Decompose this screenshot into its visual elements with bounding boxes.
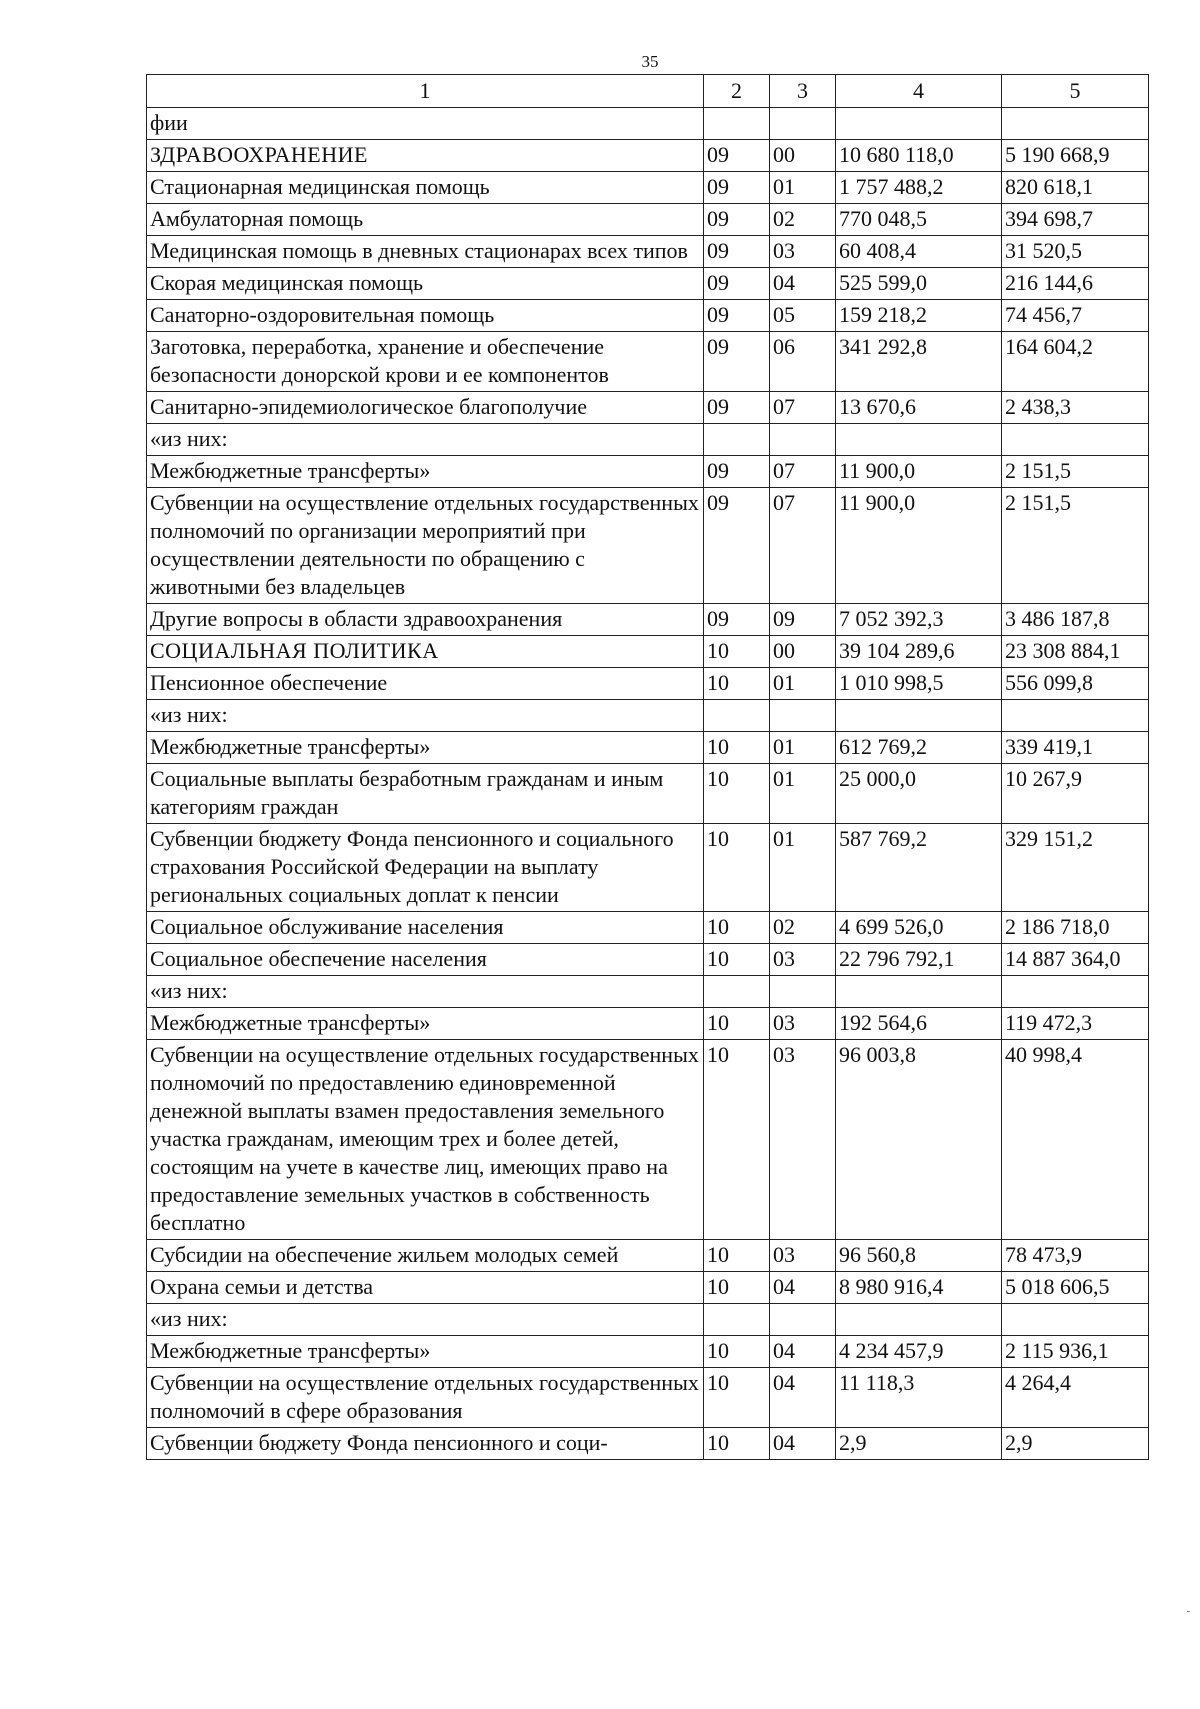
row-value-cell-2: 09 [704, 236, 770, 268]
row-label-cell: Социальное обеспечение населения [147, 944, 704, 976]
row-value-cell-5: 2 151,5 [1002, 488, 1149, 604]
table-row [147, 764, 1149, 824]
table-row [147, 268, 1149, 300]
row-value-cell-4: 11 900,0 [836, 488, 1002, 604]
row-value-cell-4: 8 980 916,4 [836, 1272, 1002, 1304]
row-label-cell: Субвенции на осуществление отдельных государственных полномочий в сфере образования [147, 1368, 704, 1428]
row-value-cell-5 [1002, 108, 1149, 140]
row-value-cell-3: 03 [770, 1240, 836, 1272]
row-value-cell-3: 00 [770, 636, 836, 668]
row-value-cell-5: 40 998,4 [1002, 1040, 1149, 1240]
row-value-cell-3: 00 [770, 140, 836, 172]
row-value-cell-3: 01 [770, 172, 836, 204]
table-row [147, 636, 1149, 668]
row-value-cell-4: 13 670,6 [836, 392, 1002, 424]
table-row [147, 332, 1149, 392]
table-row [147, 204, 1149, 236]
row-value-cell-3: 01 [770, 764, 836, 824]
row-label-cell: Скорая медицинская помощь [147, 268, 704, 300]
row-value-cell-2: 09 [704, 332, 770, 392]
table-row [147, 700, 1149, 732]
row-value-cell-4: 60 408,4 [836, 236, 1002, 268]
row-label-cell: Межбюджетные трансферты» [147, 1336, 704, 1368]
row-value-cell-5: 2,9 [1002, 1428, 1149, 1460]
row-value-cell-2: 10 [704, 1008, 770, 1040]
row-value-cell-4: 2,9 [836, 1428, 1002, 1460]
row-label-cell: СОЦИАЛЬНАЯ ПОЛИТИКА [147, 636, 704, 668]
row-value-cell-5: 4 264,4 [1002, 1368, 1149, 1428]
row-value-cell-3: 01 [770, 668, 836, 700]
table-row [147, 668, 1149, 700]
row-value-cell-2: 10 [704, 1428, 770, 1460]
table-row [147, 456, 1149, 488]
row-value-cell-5 [1002, 700, 1149, 732]
table-row [147, 1368, 1149, 1428]
row-label-cell: фии [147, 108, 704, 140]
row-value-cell-5: 394 698,7 [1002, 204, 1149, 236]
row-value-cell-4: 11 900,0 [836, 456, 1002, 488]
row-value-cell-2 [704, 700, 770, 732]
row-value-cell-5: 78 473,9 [1002, 1240, 1149, 1272]
row-label-cell: Субвенции бюджету Фонда пенсионного и социального страхования Российской Федерации на выплату региональных социальных доплат к пенсии [147, 824, 704, 912]
row-value-cell-4 [836, 1304, 1002, 1336]
row-value-cell-2: 10 [704, 1240, 770, 1272]
row-value-cell-5: 164 604,2 [1002, 332, 1149, 392]
row-value-cell-5 [1002, 424, 1149, 456]
row-value-cell-5: 23 308 884,1 [1002, 636, 1149, 668]
table-row [147, 424, 1149, 456]
table-row [147, 392, 1149, 424]
row-value-cell-4: 612 769,2 [836, 732, 1002, 764]
row-value-cell-2: 09 [704, 488, 770, 604]
row-value-cell-4: 22 796 792,1 [836, 944, 1002, 976]
row-value-cell-2: 09 [704, 140, 770, 172]
row-value-cell-2: 09 [704, 204, 770, 236]
row-value-cell-3: 02 [770, 204, 836, 236]
row-value-cell-3: 07 [770, 488, 836, 604]
row-value-cell-5 [1002, 1304, 1149, 1336]
scan-mark: - [1186, 1606, 1190, 1617]
table-row [147, 824, 1149, 912]
row-label-cell: Межбюджетные трансферты» [147, 456, 704, 488]
row-value-cell-2: 10 [704, 1040, 770, 1240]
row-value-cell-2 [704, 108, 770, 140]
row-value-cell-2: 09 [704, 300, 770, 332]
row-value-cell-3: 03 [770, 1008, 836, 1040]
row-value-cell-3: 05 [770, 300, 836, 332]
row-value-cell-4 [836, 108, 1002, 140]
row-value-cell-5: 5 190 668,9 [1002, 140, 1149, 172]
row-value-cell-3: 04 [770, 1272, 836, 1304]
row-label-cell: Стационарная медицинская помощь [147, 172, 704, 204]
table-row [147, 912, 1149, 944]
row-value-cell-5 [1002, 976, 1149, 1008]
page-number: 35 [641, 52, 659, 71]
table-row [147, 1008, 1149, 1040]
row-label-cell: Социальные выплаты безработным гражданам и иным категориям граждан [147, 764, 704, 824]
row-value-cell-3: 07 [770, 392, 836, 424]
row-value-cell-2: 10 [704, 732, 770, 764]
row-value-cell-3 [770, 424, 836, 456]
row-value-cell-2: 10 [704, 668, 770, 700]
header-col-2: 2 [704, 75, 770, 108]
table-row [147, 604, 1149, 636]
row-label-cell: Медицинская помощь в дневных стационарах всех типов [147, 236, 704, 268]
table-header-row [147, 75, 1149, 108]
row-value-cell-2: 09 [704, 456, 770, 488]
row-value-cell-2 [704, 424, 770, 456]
row-label-cell: Межбюджетные трансферты» [147, 732, 704, 764]
row-value-cell-3: 04 [770, 1428, 836, 1460]
header-col-1: 1 [147, 75, 704, 108]
row-label-cell: Амбулаторная помощь [147, 204, 704, 236]
row-value-cell-3: 03 [770, 944, 836, 976]
row-value-cell-5: 119 472,3 [1002, 1008, 1149, 1040]
table-row [147, 236, 1149, 268]
row-value-cell-4: 587 769,2 [836, 824, 1002, 912]
row-value-cell-5: 5 018 606,5 [1002, 1272, 1149, 1304]
row-value-cell-4: 4 234 457,9 [836, 1336, 1002, 1368]
row-value-cell-3 [770, 700, 836, 732]
row-value-cell-4: 4 699 526,0 [836, 912, 1002, 944]
header-col-5: 5 [1002, 75, 1149, 108]
row-value-cell-4: 96 003,8 [836, 1040, 1002, 1240]
row-value-cell-3 [770, 108, 836, 140]
table-row [147, 300, 1149, 332]
row-label-cell: Заготовка, переработка, хранение и обеспечение безопасности донорской крови и ее компонентов [147, 332, 704, 392]
row-label-cell: Охрана семьи и детства [147, 1272, 704, 1304]
row-value-cell-4: 341 292,8 [836, 332, 1002, 392]
table-row [147, 108, 1149, 140]
row-value-cell-4: 10 680 118,0 [836, 140, 1002, 172]
row-value-cell-3 [770, 1304, 836, 1336]
row-label-cell: Субвенции бюджету Фонда пенсионного и соци- [147, 1428, 704, 1460]
table-row [147, 172, 1149, 204]
row-label-cell: Межбюджетные трансферты» [147, 1008, 704, 1040]
row-value-cell-3 [770, 976, 836, 1008]
table-row [147, 976, 1149, 1008]
row-value-cell-4: 525 599,0 [836, 268, 1002, 300]
row-value-cell-2: 09 [704, 392, 770, 424]
row-value-cell-3: 03 [770, 1040, 836, 1240]
row-value-cell-2: 10 [704, 1336, 770, 1368]
row-value-cell-2: 10 [704, 764, 770, 824]
row-label-cell: Санитарно-эпидемиологическое благополучие [147, 392, 704, 424]
row-value-cell-2: 09 [704, 268, 770, 300]
row-value-cell-2: 10 [704, 1368, 770, 1428]
row-value-cell-3: 02 [770, 912, 836, 944]
header-col-4: 4 [836, 75, 1002, 108]
row-label-cell: Субвенции на осуществление отдельных государственных полномочий по предоставлению единовременной денежной выплаты взамен предоставления земельного участка гражданам, имеющим трех и более детей, состоящим на учете в качестве лиц, имеющих право на предоставление земельных участков в собственность бесплатно [147, 1040, 704, 1240]
row-label-cell: «из них: [147, 1304, 704, 1336]
row-value-cell-2: 10 [704, 912, 770, 944]
row-value-cell-4: 25 000,0 [836, 764, 1002, 824]
row-label-cell: «из них: [147, 700, 704, 732]
row-value-cell-4 [836, 976, 1002, 1008]
row-value-cell-3: 04 [770, 1368, 836, 1428]
row-value-cell-5: 3 486 187,8 [1002, 604, 1149, 636]
row-value-cell-4: 192 564,6 [836, 1008, 1002, 1040]
row-value-cell-4: 1 757 488,2 [836, 172, 1002, 204]
row-value-cell-4: 39 104 289,6 [836, 636, 1002, 668]
row-label-cell: Субсидии на обеспечение жильем молодых семей [147, 1240, 704, 1272]
row-value-cell-5: 339 419,1 [1002, 732, 1149, 764]
table-row [147, 944, 1149, 976]
row-value-cell-2: 10 [704, 1272, 770, 1304]
row-value-cell-5: 216 144,6 [1002, 268, 1149, 300]
table-body [147, 108, 1149, 1460]
row-value-cell-5: 2 438,3 [1002, 392, 1149, 424]
row-value-cell-2 [704, 1304, 770, 1336]
row-label-cell: Социальное обслуживание населения [147, 912, 704, 944]
row-value-cell-5: 2 151,5 [1002, 456, 1149, 488]
row-value-cell-3: 04 [770, 268, 836, 300]
table-row [147, 488, 1149, 604]
header-col-3: 3 [770, 75, 836, 108]
table-row [147, 140, 1149, 172]
row-value-cell-4 [836, 700, 1002, 732]
row-value-cell-5: 74 456,7 [1002, 300, 1149, 332]
row-label-cell: ЗДРАВООХРАНЕНИЕ [147, 140, 704, 172]
row-value-cell-3: 01 [770, 824, 836, 912]
row-value-cell-4: 7 052 392,3 [836, 604, 1002, 636]
row-value-cell-2: 09 [704, 172, 770, 204]
row-label-cell: «из них: [147, 424, 704, 456]
row-value-cell-3: 07 [770, 456, 836, 488]
table-row [147, 1336, 1149, 1368]
row-value-cell-5: 10 267,9 [1002, 764, 1149, 824]
table-row [147, 1240, 1149, 1272]
row-value-cell-2: 10 [704, 636, 770, 668]
row-value-cell-5: 31 520,5 [1002, 236, 1149, 268]
row-value-cell-5: 329 151,2 [1002, 824, 1149, 912]
row-value-cell-3: 06 [770, 332, 836, 392]
row-value-cell-3: 04 [770, 1336, 836, 1368]
row-label-cell: Другие вопросы в области здравоохранения [147, 604, 704, 636]
table-row [147, 1304, 1149, 1336]
row-value-cell-3: 03 [770, 236, 836, 268]
table-row [147, 1428, 1149, 1460]
row-value-cell-4: 96 560,8 [836, 1240, 1002, 1272]
budget-table [146, 74, 1149, 1460]
row-value-cell-5: 2 115 936,1 [1002, 1336, 1149, 1368]
row-label-cell: Субвенции на осуществление отдельных государственных полномочий по организации мероприятий при осуществлении деятельности по обращению с животными без владельцев [147, 488, 704, 604]
row-label-cell: Санаторно-оздоровительная помощь [147, 300, 704, 332]
row-value-cell-2: 10 [704, 944, 770, 976]
row-value-cell-2: 10 [704, 824, 770, 912]
row-value-cell-4: 11 118,3 [836, 1368, 1002, 1428]
row-value-cell-2: 09 [704, 604, 770, 636]
row-value-cell-5: 14 887 364,0 [1002, 944, 1149, 976]
row-label-cell: Пенсионное обеспечение [147, 668, 704, 700]
row-value-cell-5: 820 618,1 [1002, 172, 1149, 204]
row-value-cell-4: 1 010 998,5 [836, 668, 1002, 700]
row-value-cell-4: 770 048,5 [836, 204, 1002, 236]
row-value-cell-2 [704, 976, 770, 1008]
row-value-cell-4 [836, 424, 1002, 456]
row-label-cell: «из них: [147, 976, 704, 1008]
table-row [147, 1272, 1149, 1304]
row-value-cell-5: 2 186 718,0 [1002, 912, 1149, 944]
row-value-cell-4: 159 218,2 [836, 300, 1002, 332]
table-row [147, 1040, 1149, 1240]
row-value-cell-3: 01 [770, 732, 836, 764]
row-value-cell-3: 09 [770, 604, 836, 636]
table-row [147, 732, 1149, 764]
row-value-cell-5: 556 099,8 [1002, 668, 1149, 700]
